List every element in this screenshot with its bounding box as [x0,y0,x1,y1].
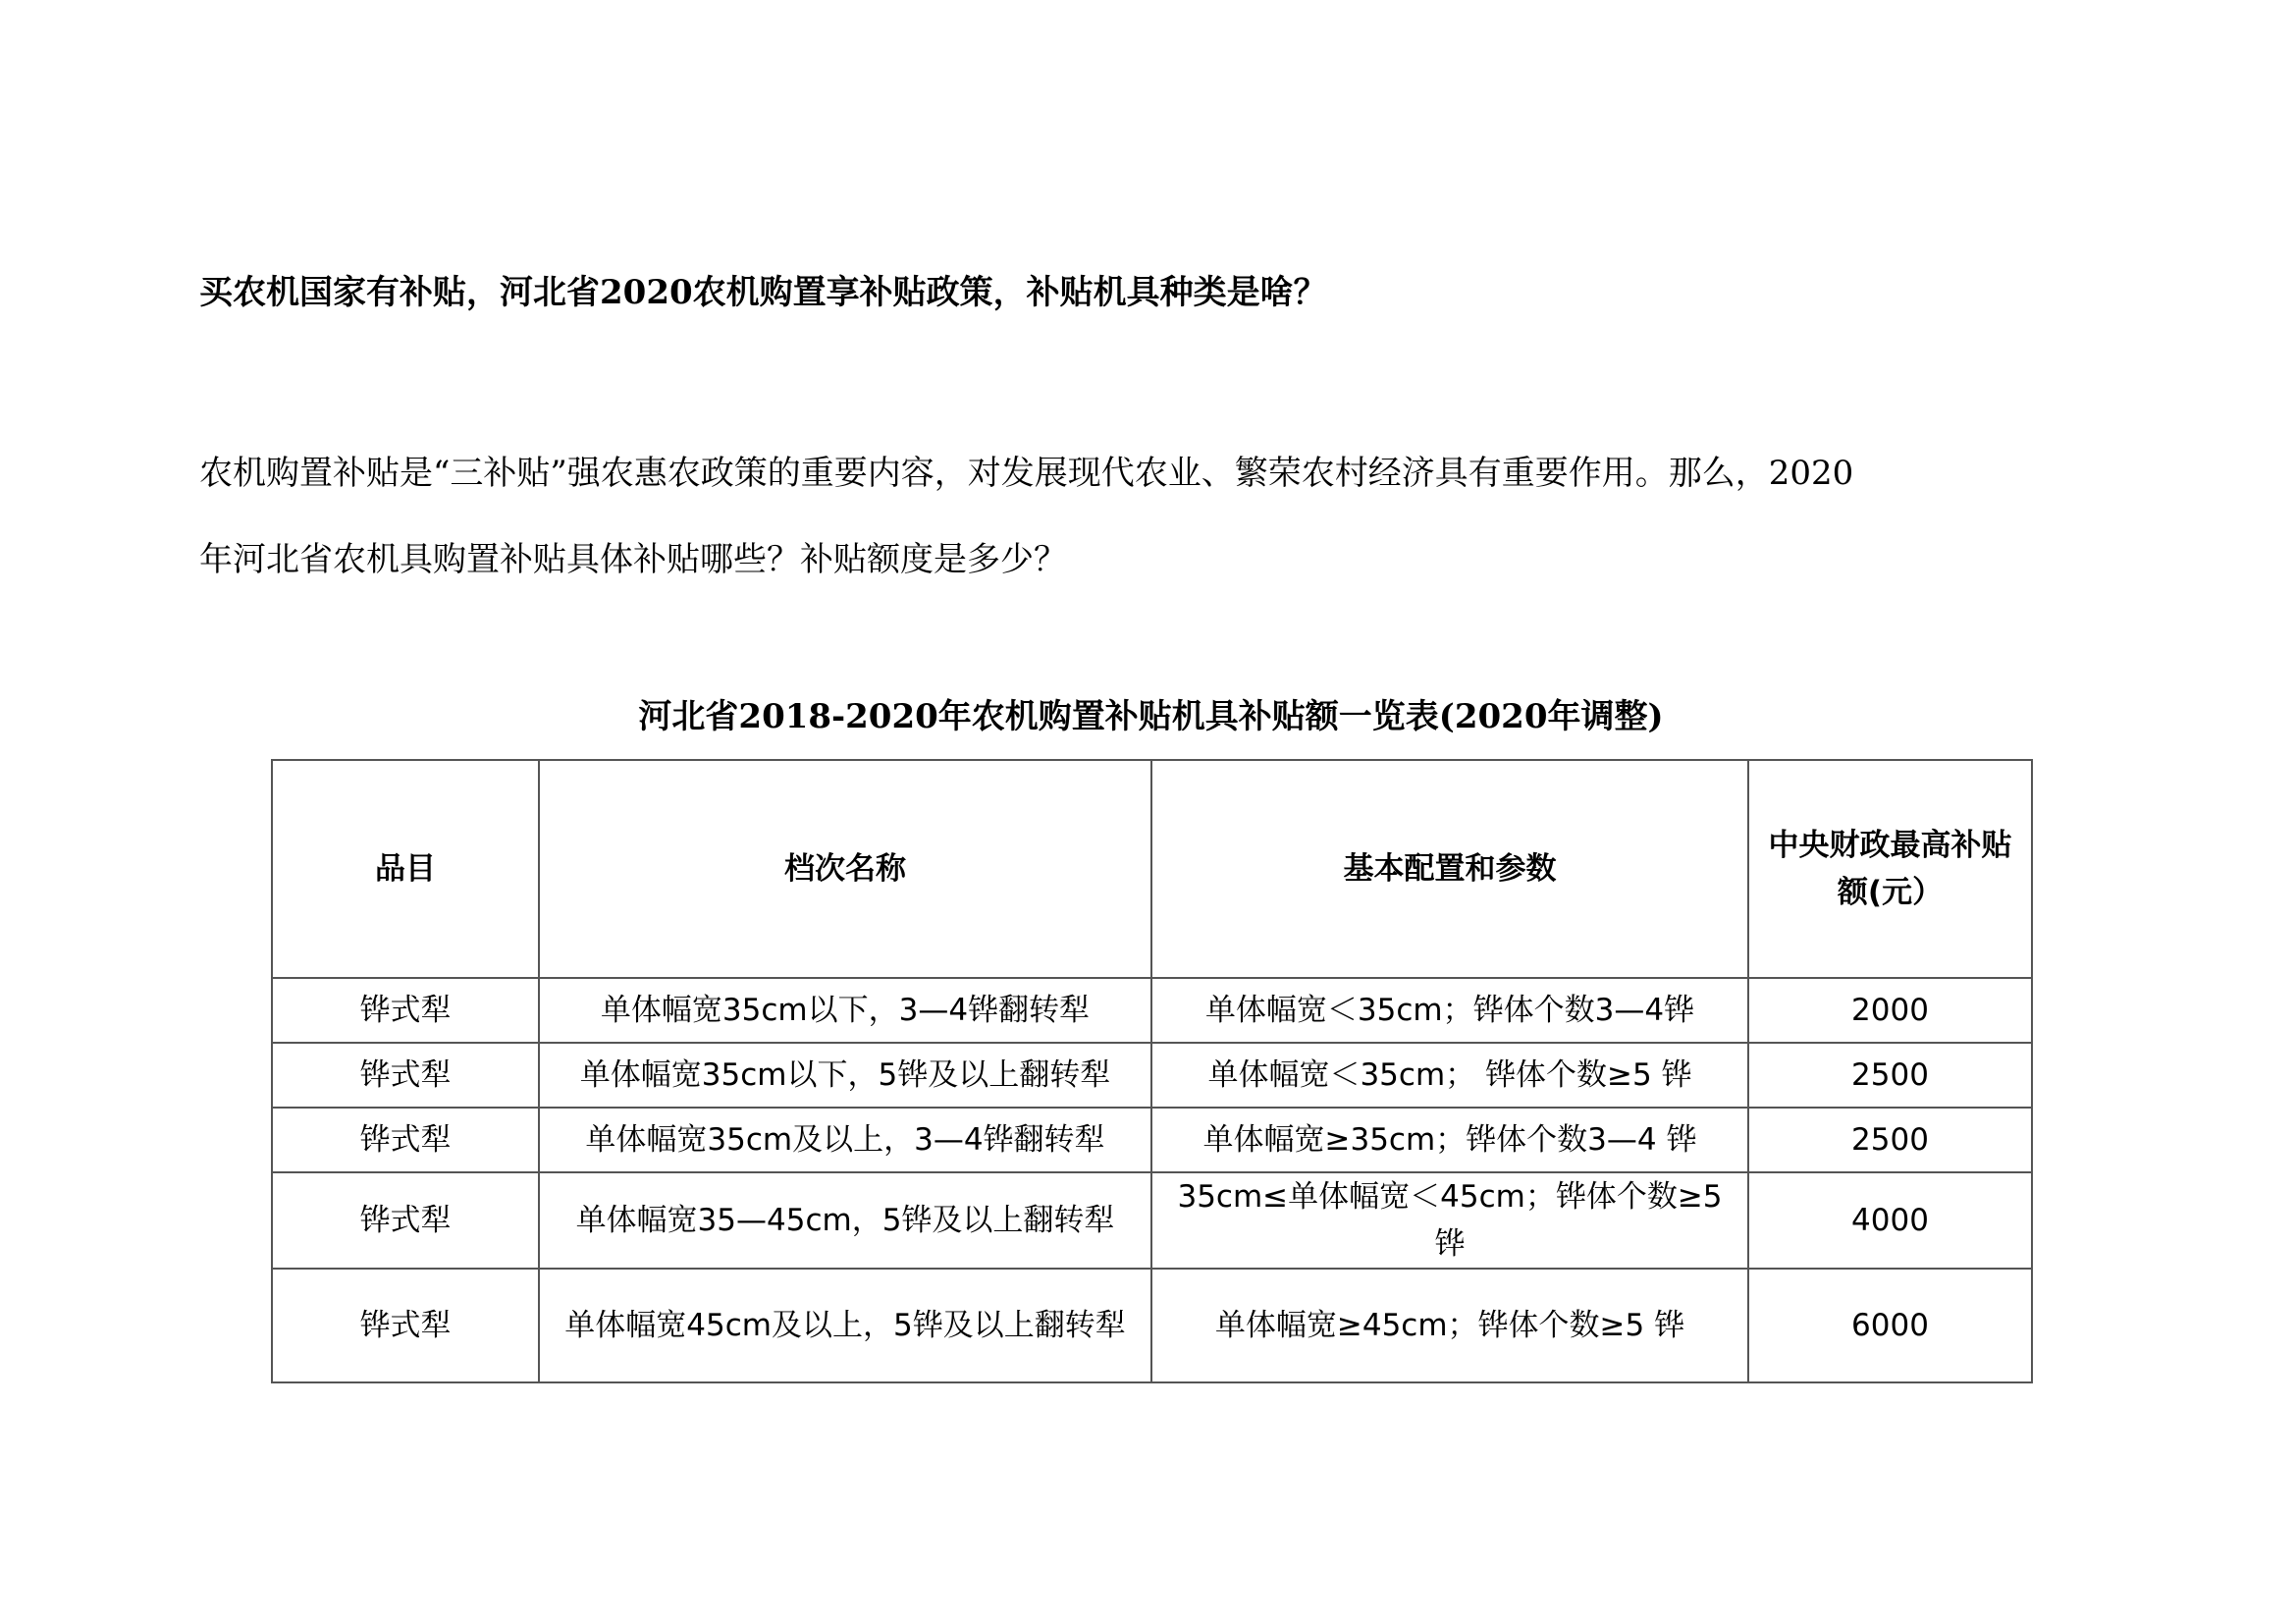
intro-line: 年河北省农机具购置补贴具体补贴哪些？补贴额度是多少？ [199,540,1067,579]
cell-max-subsidy: 4000 [1748,1172,2032,1269]
cell-config-params: 单体幅宽≥45cm；铧体个数≥5 铧 [1151,1269,1748,1382]
cell-category: 铧式犁 [272,1108,539,1172]
cell-max-subsidy: 6000 [1748,1269,2032,1382]
header-max-subsidy: 中央财政最高补贴额(元） [1748,760,2032,978]
header-category: 品目 [272,760,539,978]
intro-paragraph [199,430,2113,603]
table-row [272,1108,2032,1172]
table-row [272,1043,2032,1108]
cell-grade-name: 单体幅宽35cm以下，5铧及以上翻转犁 [539,1043,1151,1108]
header-config-params: 基本配置和参数 [1151,760,1748,978]
table-row [272,978,2032,1043]
document-title: 买农机国家有补贴，河北省2020农机购置享补贴政策，补贴机具种类是啥？ [199,273,1327,312]
cell-grade-name: 单体幅宽35cm以下，3—4铧翻转犁 [539,978,1151,1043]
table-header-row [272,760,2032,978]
cell-config-params: 单体幅宽＜35cm； 铧体个数≥5 铧 [1151,1043,1748,1108]
header-grade-name: 档次名称 [539,760,1151,978]
cell-config-params: 单体幅宽≥35cm；铧体个数3—4 铧 [1151,1108,1748,1172]
intro-line: 农机购置补贴是“三补贴”强农惠农政策的重要内容，对发展现代农业、繁荣农村经济具有重要作用。那么，2020 [199,454,1854,493]
cell-category: 铧式犁 [272,1043,539,1108]
cell-grade-name: 单体幅宽45cm及以上，5铧及以上翻转犁 [539,1269,1151,1382]
cell-grade-name: 单体幅宽35—45cm，5铧及以上翻转犁 [539,1172,1151,1269]
cell-category: 铧式犁 [272,1172,539,1269]
table-row [272,1172,2032,1269]
table-caption: 河北省2018-2020年农机购置补贴机具补贴额一览表(2020年调整) [638,697,1664,736]
cell-config-params: 35cm≤单体幅宽＜45cm；铧体个数≥5铧 [1151,1172,1748,1269]
cell-config-params: 单体幅宽＜35cm；铧体个数3—4铧 [1151,978,1748,1043]
cell-category: 铧式犁 [272,1269,539,1382]
cell-grade-name: 单体幅宽35cm及以上，3—4铧翻转犁 [539,1108,1151,1172]
cell-max-subsidy: 2500 [1748,1108,2032,1172]
cell-category: 铧式犁 [272,978,539,1043]
cell-max-subsidy: 2000 [1748,978,2032,1043]
subsidy-table [271,759,2033,1383]
table-row [272,1269,2032,1382]
cell-max-subsidy: 2500 [1748,1043,2032,1108]
